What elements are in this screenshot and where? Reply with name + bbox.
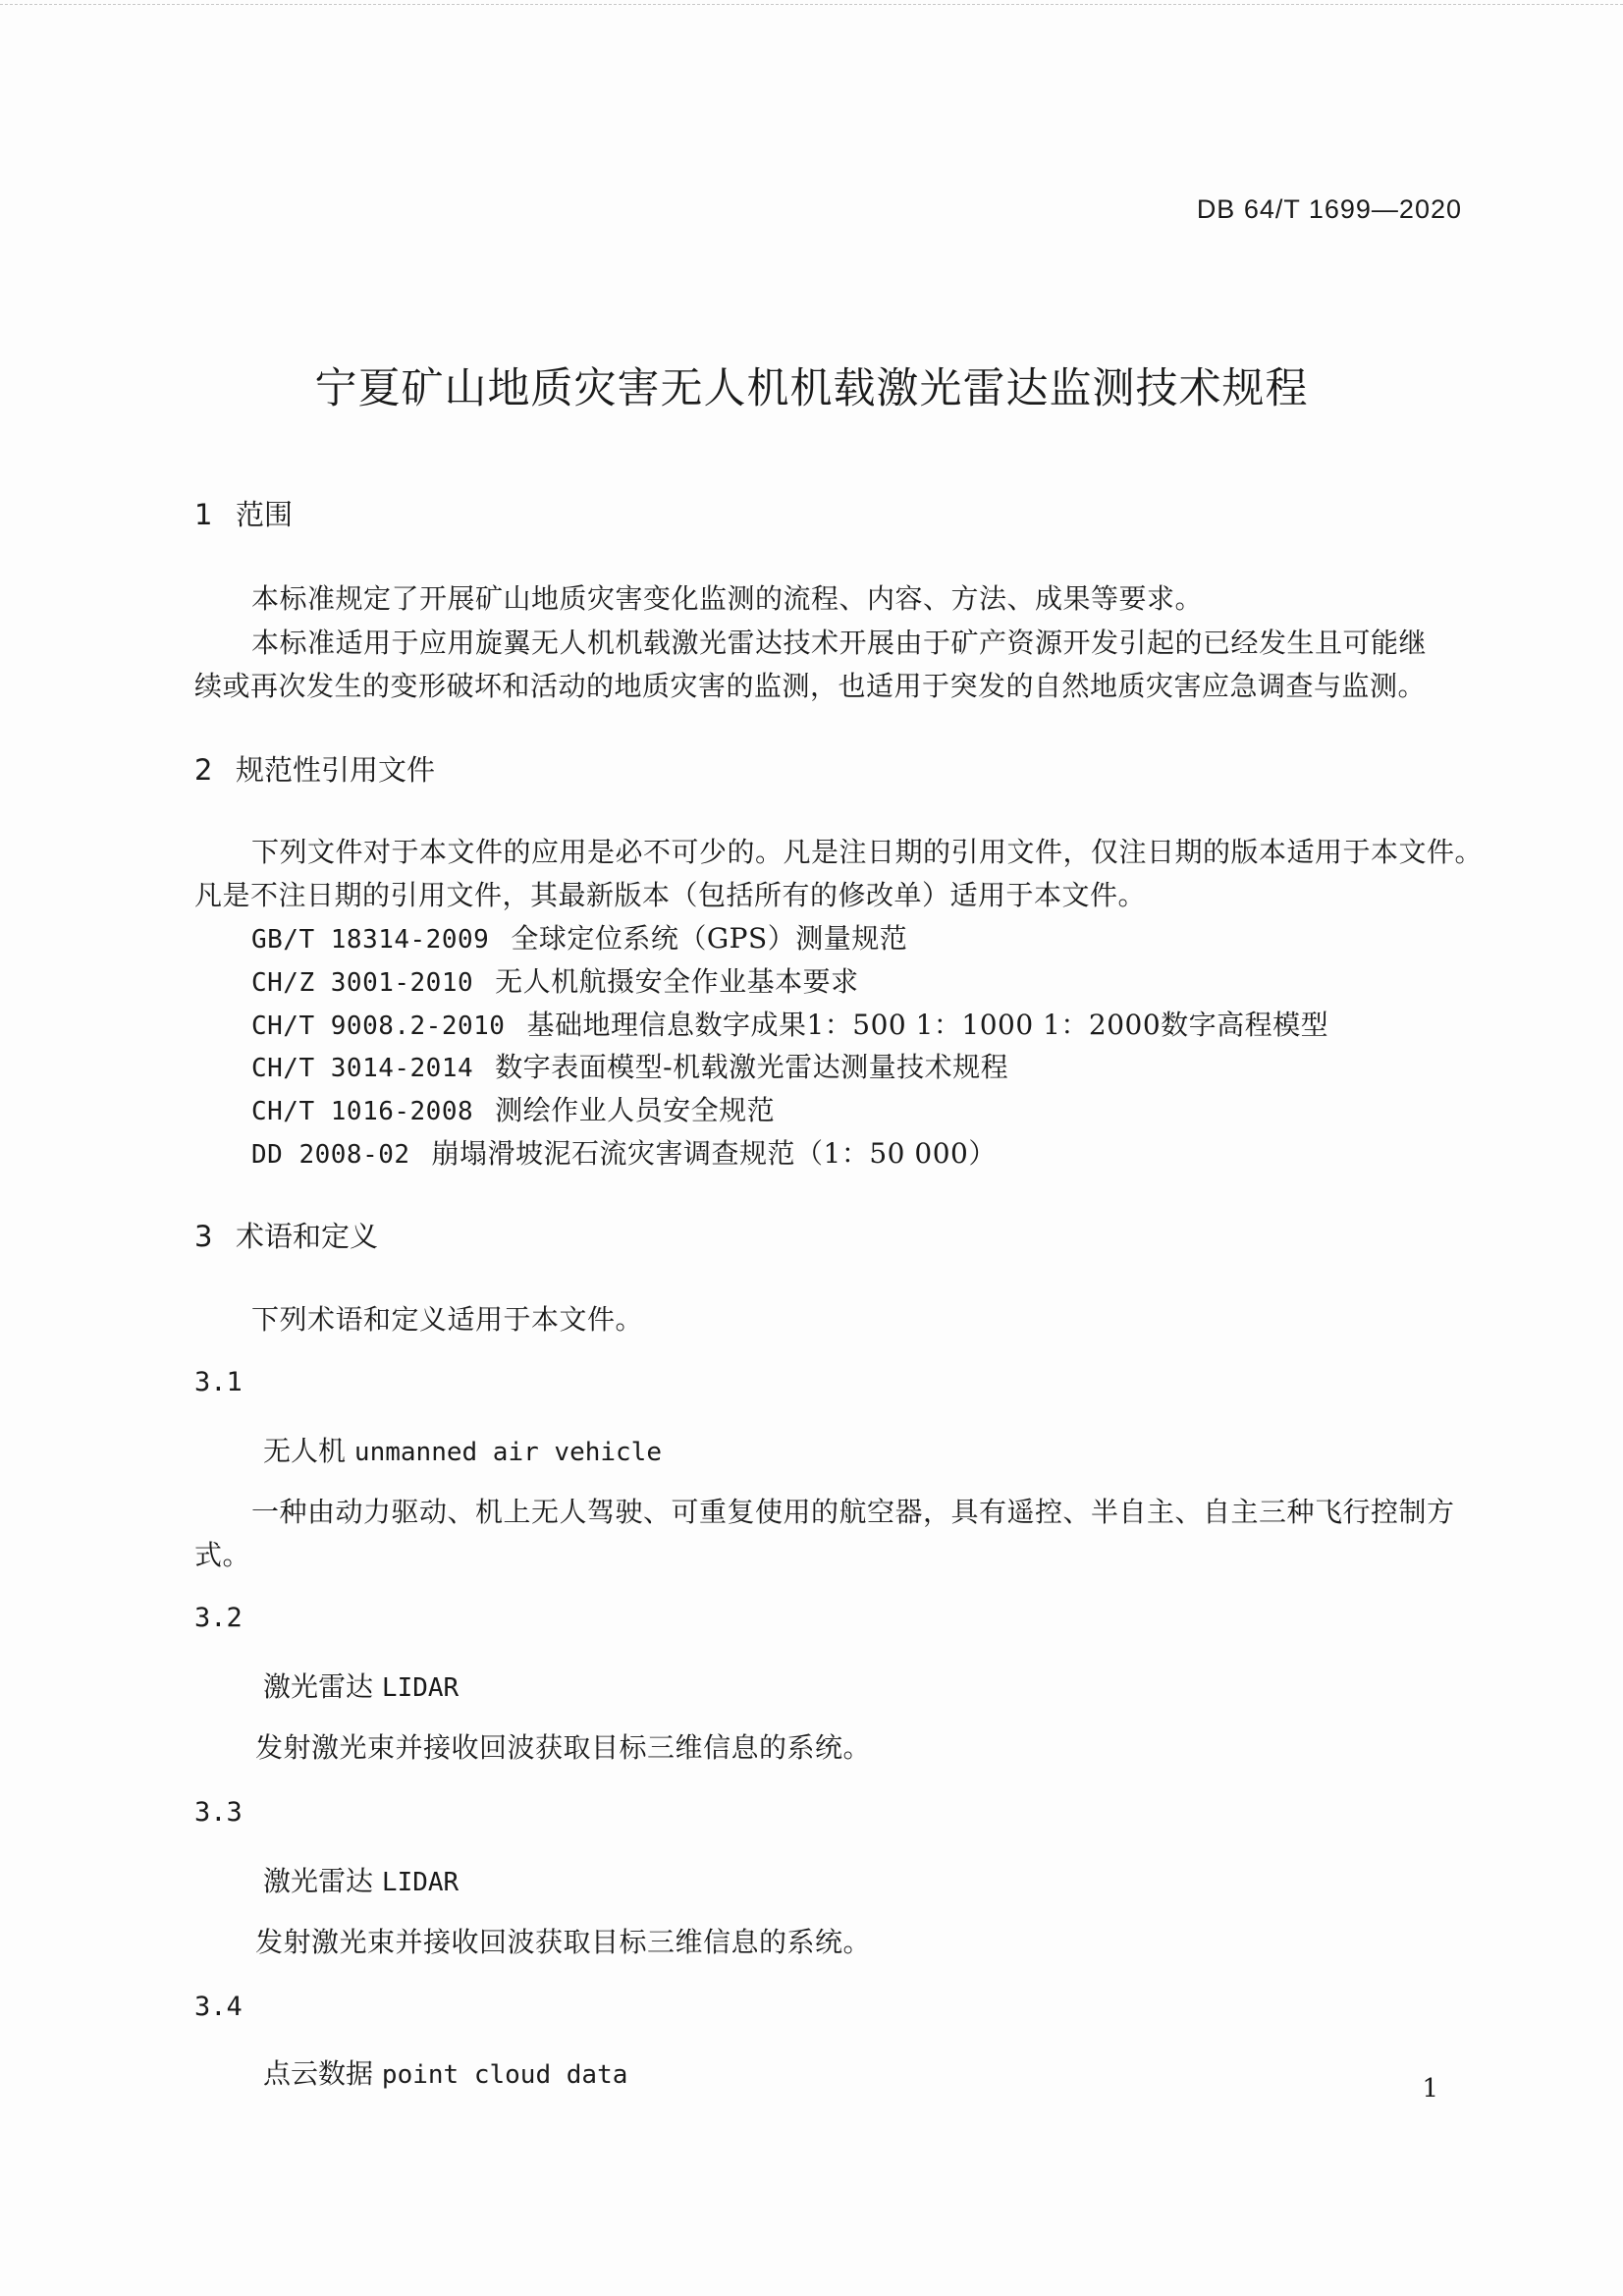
reference-code: DD 2008-02 [251, 1140, 410, 1170]
clause-number: 3.4 [194, 1992, 243, 2022]
term-en: point cloud data [381, 2060, 628, 2090]
term-zh: 激光雷达 [263, 1865, 374, 1897]
section-number: 1 [194, 498, 213, 531]
page-number: 1 [1422, 2074, 1438, 2104]
standard-number: DB 64/T 1699—2020 [1196, 194, 1462, 224]
reference-title: 基础地理信息数字成果1：500 1：1000 1：2000数字高程模型 [526, 1009, 1329, 1041]
term-entry [263, 2052, 627, 2092]
reference-title: 测绘作业人员安全规范 [495, 1094, 776, 1126]
term-entry [263, 1430, 662, 1469]
reference-title: 数字表面模型-机载激光雷达测量技术规程 [495, 1051, 1009, 1083]
term-zh: 激光雷达 [263, 1670, 374, 1703]
section-title: 术语和定义 [236, 1220, 379, 1253]
section-2-heading [194, 748, 435, 789]
term-zh: 点云数据 [263, 2057, 374, 2090]
term-definition: 发射激光束并接收回波获取目标三维信息的系统。 [255, 1731, 872, 1764]
term-entry [263, 1666, 459, 1705]
term-entry [263, 1860, 459, 1899]
term-zh: 无人机 [263, 1435, 347, 1467]
reference-item [251, 917, 907, 957]
section-title: 规范性引用文件 [236, 753, 436, 787]
term-en: LIDAR [381, 1868, 460, 1897]
section-3-heading [194, 1215, 378, 1255]
reference-code: CH/T 9008.2-2010 [251, 1011, 506, 1041]
paragraph: 本标准规定了开展矿山地质灾害变化监测的流程、内容、方法、成果等要求。 [251, 582, 1204, 615]
section-number: 3 [194, 1220, 213, 1253]
clause-number: 3.3 [194, 1797, 243, 1828]
reference-title: 无人机航摄安全作业基本要求 [495, 965, 859, 998]
reference-item [251, 960, 859, 1000]
term-en: LIDAR [381, 1673, 460, 1703]
reference-item [251, 1132, 997, 1172]
reference-title: 全球定位系统（GPS）测量规范 [511, 922, 908, 955]
reference-item [251, 1089, 775, 1128]
term-definition: 发射激光束并接收回波获取目标三维信息的系统。 [255, 1926, 872, 1958]
paragraph: 凡是不注日期的引用文件，其最新版本（包括所有的修改单）适用于本文件。 [194, 879, 1147, 911]
reference-item [251, 1046, 1008, 1085]
paragraph: 下列文件对于本文件的应用是必不可少的。凡是注日期的引用文件，仅注日期的版本适用于本文件。 [251, 836, 1484, 868]
section-1-heading [194, 493, 293, 533]
reference-code: CH/T 3014-2014 [251, 1054, 474, 1083]
reference-code: CH/Z 3001-2010 [251, 968, 474, 998]
paragraph: 本标准适用于应用旋翼无人机机载激光雷达技术开展由于矿产资源开发引起的已经发生且可能继 [251, 627, 1428, 659]
reference-title: 崩塌滑坡泥石流灾害调查规范（1：50 000） [431, 1137, 997, 1170]
reference-item [251, 1004, 1328, 1043]
paragraph: 下列术语和定义适用于本文件。 [251, 1303, 644, 1336]
clause-number: 3.2 [194, 1603, 243, 1633]
term-definition: 一种由动力驱动、机上无人驾驶、可重复使用的航空器，具有遥控、半自主、自主三种飞行控制方 [251, 1496, 1455, 1528]
clause-number: 3.1 [194, 1367, 243, 1397]
document-title: 宁夏矿山地质灾害无人机机载激光雷达监测技术规程 [314, 364, 1309, 413]
section-number: 2 [194, 753, 213, 787]
term-definition: 式。 [194, 1539, 251, 1571]
section-title: 范围 [236, 498, 294, 531]
term-en: unmanned air vehicle [353, 1438, 662, 1467]
paragraph: 续或再次发生的变形破坏和活动的地质灾害的监测，也适用于突发的自然地质灾害应急调查与监测。 [194, 670, 1427, 702]
reference-code: CH/T 1016-2008 [251, 1097, 474, 1126]
scan-edge-line [0, 4, 1623, 5]
reference-code: GB/T 18314-2009 [251, 925, 490, 955]
